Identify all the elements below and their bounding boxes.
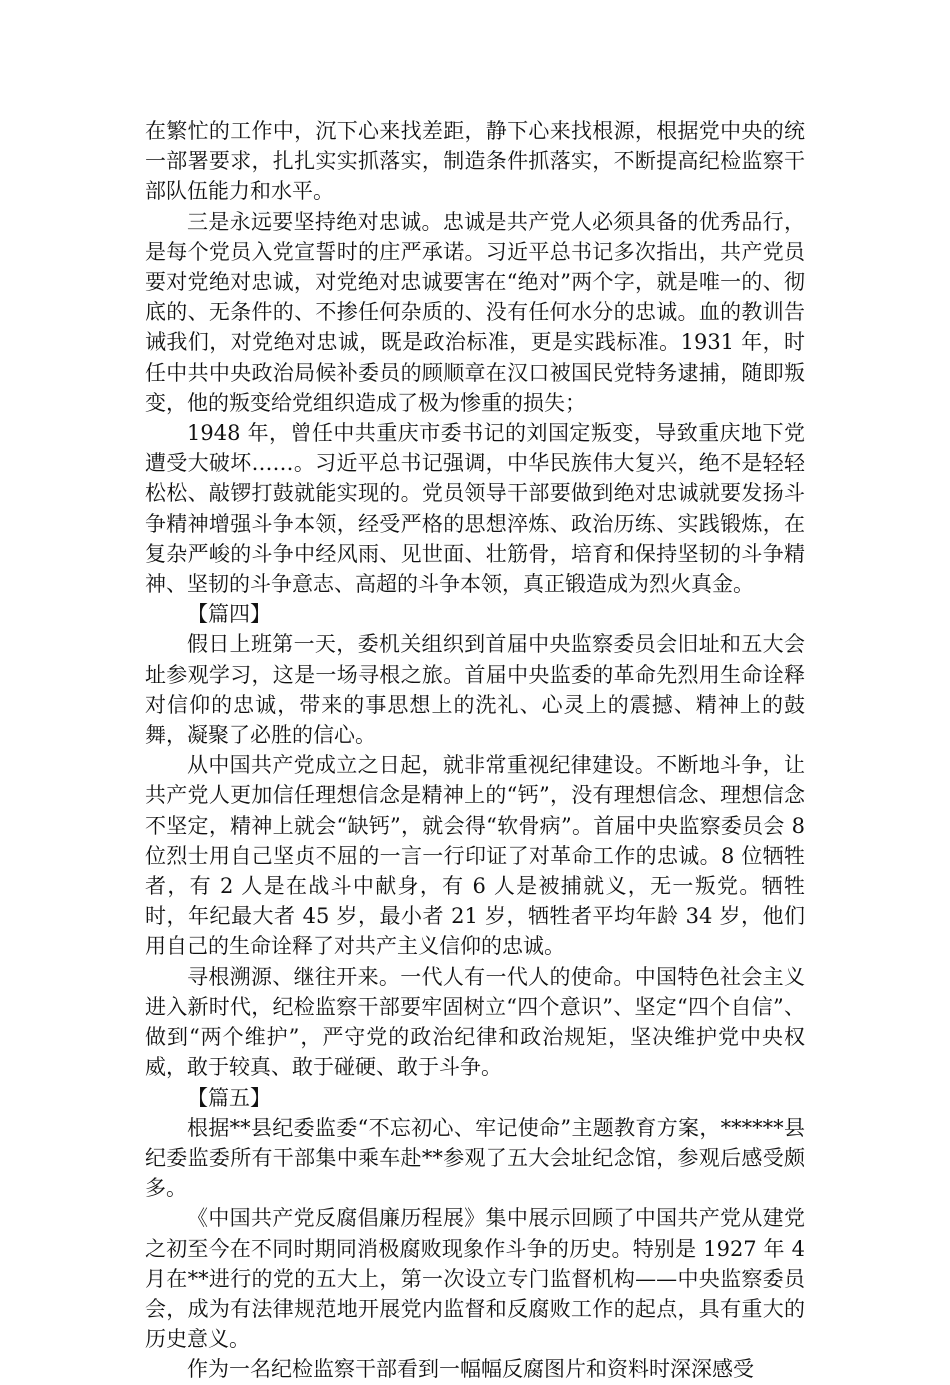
paragraph-1948-chongqing: 1948 年，曾任中共重庆市委书记的刘国定叛变，导致重庆地下党遭受大破坏……。习近平总书记强调，中华民族伟大复兴，绝不是轻轻松松、敲锣打鼓就能实现的。党员领导干部要做到绝对忠诚就要发扬斗争精神增强斗争本领，经受严格的思想淬炼、政治历练、实践锻炼，在复杂严峻的斗争中经风雨、见世面、壮筋骨，培育和保持坚韧的斗争精神、坚韧的斗争意志、高超的斗争本领，真正锻造成为烈火真金。	[145, 421, 805, 597]
paragraph-holiday-visit: 假日上班第一天，委机关组织到首届中央监察委员会旧址和五大会址参观学习，这是一场寻根之旅。首届中央监委的革命先烈用生命诠释对信仰的忠诚，带来的事思想上的洗礼、心灵上的震撼、精神上的鼓舞，凝聚了必胜的信心。	[145, 632, 805, 748]
section-heading-part-five: 【篇五】	[187, 1085, 271, 1110]
paragraph-anti-corruption-exhibition: 《中国共产党反腐倡廉历程展》集中展示回顾了中国共产党从建党之初至今在不同时期同消极腐败现象作斗争的历史。特别是 1927 年 4 月在**进行的党的五大上，第一次设立专门监督机构——中央监察委员会，成为有法律规范地开展党内监督和反腐败工作的起点，具有重大的历史意义。	[145, 1206, 805, 1352]
paragraph-intro-continuation: 在繁忙的工作中，沉下心来找差距，静下心来找根源，根据党中央的统一部署要求，扎扎实实抓落实，制造条件抓落实，不断提高纪检监察干部队伍能力和水平。	[145, 119, 805, 204]
paragraph-cadre-reflection: 作为一名纪检监察干部看到一幅幅反腐图片和资料时深深感受	[187, 1357, 754, 1382]
section-heading-part-four: 【篇四】	[187, 602, 271, 627]
paragraph-education-plan: 根据**县纪委监委“不忘初心、牢记使命”主题教育方案，******县纪委监委所有干部集中乘车赴**参观了五大会址纪念馆，参观后感受颇多。	[145, 1115, 805, 1201]
document-body	[145, 116, 805, 1385]
paragraph-absolute-loyalty: 三是永远要坚持绝对忠诚。忠诚是共产党人必须具备的优秀品行，是每个党员入党宣誓时的庄严承诺。习近平总书记多次指出，共产党员要对党绝对忠诚，对党绝对忠诚要害在“绝对”两个字，就是唯一的、彻底的、无条件的、不掺任何杂质的、没有任何水分的忠诚。血的教训告诫我们，对党绝对忠诚，既是政治标准，更是实践标准。1931 年，时任中共中央政治局候补委员的顾顺章在汉口被国民党特务逮捕，随即叛变，他的叛变给党组织造成了极为惨重的损失；	[145, 209, 805, 415]
paragraph-discipline-building: 从中国共产党成立之日起，就非常重视纪律建设。不断地斗争，让共产党人更加信任理想信念是精神上的“钙”，没有理想信念、理想信念不坚定，精神上就会“缺钙”，就会得“软骨病”。首届中央监察委员会 8 位烈士用自己坚贞不屈的一言一行印证了对革命工作的忠诚。8 位牺牲者，有 2 人是在战斗中献身，有 6 人是被捕就义，无一叛党。牺牲时，年纪最大者 45 岁，最小者 21 岁，牺牲者平均年龄 34 岁，他们用自己的生命诠释了对共产主义信仰的忠诚。	[145, 753, 805, 959]
paragraph-roots-tracing: 寻根溯源、继往开来。一代人有一代人的使命。中国特色社会主义进入新时代，纪检监察干部要牢固树立“四个意识”、坚定“四个自信”、做到“两个维护”，严守党的政治纪律和政治规矩，坚决维护党中央权威，敢于较真、敢于碰硬、敢于斗争。	[145, 964, 805, 1080]
